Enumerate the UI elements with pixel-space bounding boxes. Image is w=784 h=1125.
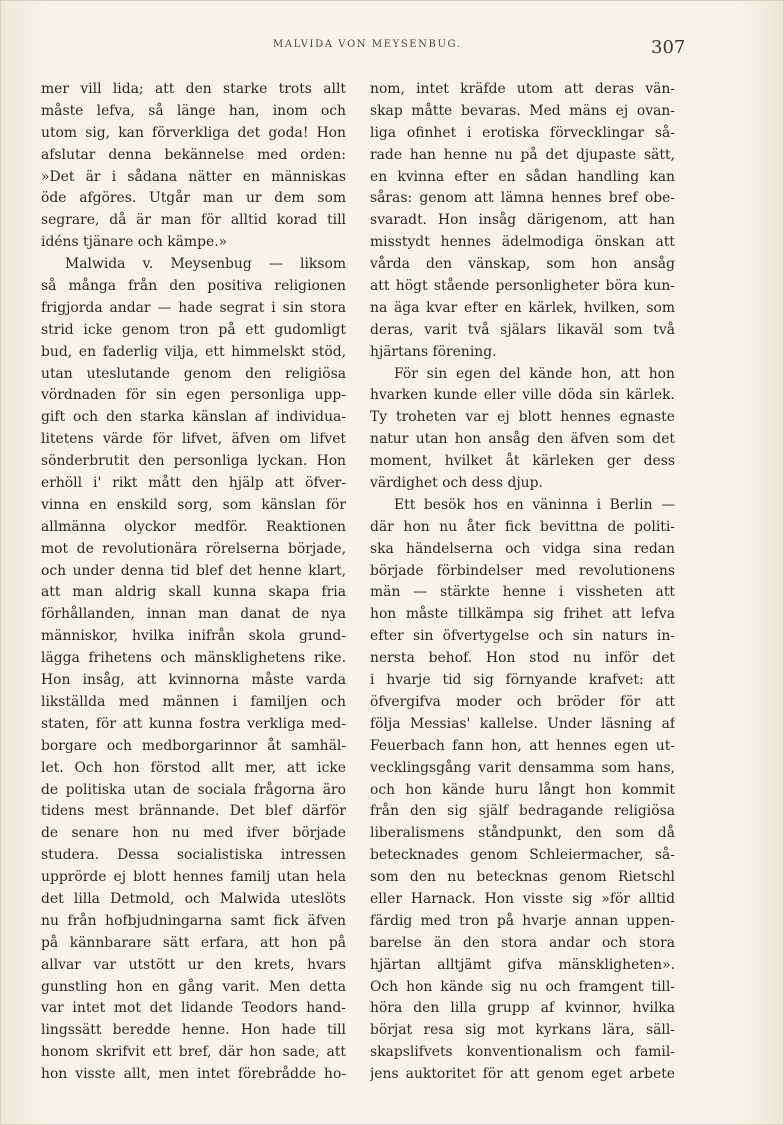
text-line: i hvarje tid sig förnyande krafvet: att xyxy=(370,672,675,689)
text-line: efter sin öfvertygelse och sin naturs in- xyxy=(370,628,675,645)
text-line: så många från den positiva religionen xyxy=(41,278,346,295)
text-line: idéns tjänare och kämpe.» xyxy=(41,234,228,251)
text-line: Feuerbach fann hon, att hennes egen ut- xyxy=(370,737,675,754)
text-line: gunstling hon en gång varit. Men detta xyxy=(41,978,346,995)
text-line: mer vill lida; att den starke trots allt xyxy=(41,81,346,97)
text-line: följa Messias' kallelse. Under läsning af xyxy=(370,715,675,732)
text-line: För sin egen del kände hon, att hon xyxy=(394,365,675,382)
text-line: lingssätt beredde henne. Hon hade till xyxy=(41,1022,346,1039)
text-line: moment, hvilket åt kärleken ger dess xyxy=(370,453,675,470)
text-line: nersta behof. Hon stod nu inför det xyxy=(370,650,675,667)
text-line: nu från hofbjudningarna samt fick äfven xyxy=(41,912,346,929)
text-line: och hon kände huru långt hon kommit xyxy=(370,781,675,798)
text-line: Hon insåg, att kvinnorna måste varda xyxy=(41,672,346,689)
text-line: liberalismens ståndpunkt, den som då xyxy=(370,825,675,842)
text-line: strid icke genom tron på ett gudomligt xyxy=(41,321,346,338)
text-line: skapslifvets konventionalism och famil- xyxy=(370,1044,675,1061)
text-line: tidens mest brännande. Det blef därför xyxy=(41,803,346,820)
text-line: rade han henne nu på det djupaste sätt, xyxy=(370,146,675,163)
text-line: hjärtans förening. xyxy=(370,343,497,360)
text-line: vinna en enskild sorg, som känslan för xyxy=(41,496,346,513)
text-line: började förbindelser med revolutionens xyxy=(370,562,675,579)
text-line: värdighet och dess djup. xyxy=(370,475,543,492)
text-line: hon måste tillkämpa sig frihet att lefva xyxy=(370,606,675,623)
text-line: var intet mot det lidande Teodors hand- xyxy=(41,1000,346,1017)
text-line: allvar var utstött ur den krets, hvars xyxy=(41,956,346,973)
text-line: allmänna olyckor medför. Reaktionen xyxy=(41,518,346,535)
text-line: utan uteslutande genom den religiösa xyxy=(41,365,346,382)
text-line: förhållanden, innan man danat de nya xyxy=(41,606,346,623)
text-line: såras: genom att lämna hennes bref obe- xyxy=(370,190,675,207)
text-line: let. Och hon förstod allt mer, att icke xyxy=(41,759,346,776)
page-number: 307 xyxy=(651,37,686,58)
text-line: Ty troheten var ej blott hennes egnaste xyxy=(370,409,675,426)
text-line: från den sig själf bedragande religiösa xyxy=(370,803,675,820)
text-line: Malwida v. Meysenbug — liksom xyxy=(65,256,346,273)
text-line: nom, intet kräfde utom att deras vän- xyxy=(370,81,675,97)
text-line: sönderbrutit den personliga lyckan. Hon xyxy=(41,453,346,470)
text-line: måste lefva, så länge han, inom och xyxy=(41,102,346,119)
text-line: betecknades genom Schleiermacher, så- xyxy=(370,847,675,864)
text-line: borgare och medborgarinnor åt samhäl- xyxy=(41,737,346,754)
text-line: erhöll i' rikt mått den hjälp att öfver- xyxy=(41,475,346,492)
text-line: staten, för att kunna fostra verkliga med- xyxy=(41,715,346,732)
text-line: människor, hvilka inifrån skola grund- xyxy=(41,628,346,645)
text-line: hvarken kunde eller ville döda sin kärlek. xyxy=(370,387,675,404)
text-line: på kännbarare sätt erfara, att hon på xyxy=(41,934,346,951)
text-line: öde afgöres. Utgår man ur dem som xyxy=(41,190,346,207)
text-line: börjat resa sig mot kyrkans lära, säll- xyxy=(370,1022,675,1039)
text-line: barelse än den stora andar och stora xyxy=(370,934,675,951)
right-text-column xyxy=(370,79,675,1086)
text-line: na äga kvar efter en kärlek, hvilken, som xyxy=(370,299,675,316)
text-line: mot de revolutionära rörelserna började, xyxy=(41,540,346,557)
text-line: det lilla Detmold, och Malwida uteslöts xyxy=(41,890,346,907)
text-line: en kvinna efter en sådan handling kan xyxy=(370,168,675,185)
text-line: Och hon kände sig nu och framgent till- xyxy=(370,978,675,995)
text-line: män — stärkte henne i vissheten att xyxy=(370,584,675,601)
text-line: segrare, då är man för alltid korad till xyxy=(41,212,346,229)
text-line: öfvergifva moder och bröder för att xyxy=(370,693,675,710)
text-line: bud, en faderlig vilja, ett himmelskt stöd, xyxy=(41,343,346,360)
text-line: färdig med tron på hvarje annan uppen- xyxy=(370,912,675,929)
text-line: vördnaden för sin egen personliga upp- xyxy=(41,387,346,404)
text-line: gift och den starka känslan af individua- xyxy=(41,409,346,426)
text-line: studera. Dessa socialistiska intressen xyxy=(41,847,346,864)
text-line: honom skrifvit ett bref, där hon sade, att xyxy=(41,1044,346,1061)
text-line: svaradt. Hon insåg därigenom, att han xyxy=(370,212,675,229)
text-line: likställda med männen i familjen och xyxy=(41,693,346,710)
text-line: natur utan hon ansåg den äfven som det xyxy=(370,431,675,448)
text-line: Ett besök hos en väninna i Berlin — xyxy=(394,496,675,513)
text-line: hon visste allt, men intet förebrådde ho- xyxy=(41,1066,346,1083)
text-line: de politiska utan de sociala frågorna äro xyxy=(41,781,346,798)
text-line: skap måtte bevaras. Med mäns ej ovan- xyxy=(370,102,675,119)
text-line: att högt stående personligheter böra kun- xyxy=(370,278,675,295)
text-line: och under denna tid blef det henne klart, xyxy=(41,562,346,579)
text-line: »Det är i sådana nätter en människas xyxy=(41,168,346,185)
text-line: jens auktoritet för att genom eget arbete xyxy=(370,1066,675,1083)
text-line: som den nu betecknas genom Rietschl xyxy=(370,869,675,886)
text-line: eller Harnack. Hon visste sig »för alltid xyxy=(370,890,675,907)
text-line: utom sig, kan förverkliga det goda! Hon xyxy=(41,124,346,141)
text-line: liga ofinhet i erotiska förvecklingar så- xyxy=(370,124,675,141)
text-line: afslutar denna bekännelse med orden: xyxy=(41,146,346,163)
text-line: misstydt hennes ädelmodiga önskan att xyxy=(370,234,675,251)
text-line: att man aldrig skall kunna skapa fria xyxy=(41,584,346,601)
text-line: upprörde ej blott hennes familj utan hela xyxy=(41,869,346,886)
text-line: höra den lilla grupp af kvinnor, hvilka xyxy=(370,1000,675,1017)
running-head: MALVIDA VON MEYSENBUG. xyxy=(273,39,462,50)
text-line: frigjorda andar — hade segrat i sin stora xyxy=(41,299,346,316)
text-line: där hon nu åter fick bevittna de politi- xyxy=(370,518,675,535)
text-line: vårda den vänskap, som hon ansåg xyxy=(370,256,675,273)
text-line: deras, varit två själars likaväl som två xyxy=(370,321,675,338)
text-line: hjärtan alltjämt gifva mänskligheten». xyxy=(370,956,675,973)
text-line: litetens värde för lifvet, äfven om lifvet xyxy=(41,431,346,448)
text-line: ska händelserna och vidga sina redan xyxy=(370,540,675,557)
text-line: de senare hon nu med ifver började xyxy=(41,825,346,842)
left-text-column xyxy=(41,79,346,1086)
text-line: lägga frihetens och mänsklighetens rike. xyxy=(41,650,346,667)
text-line: vecklingsgång varit densamma som hans, xyxy=(370,759,675,776)
